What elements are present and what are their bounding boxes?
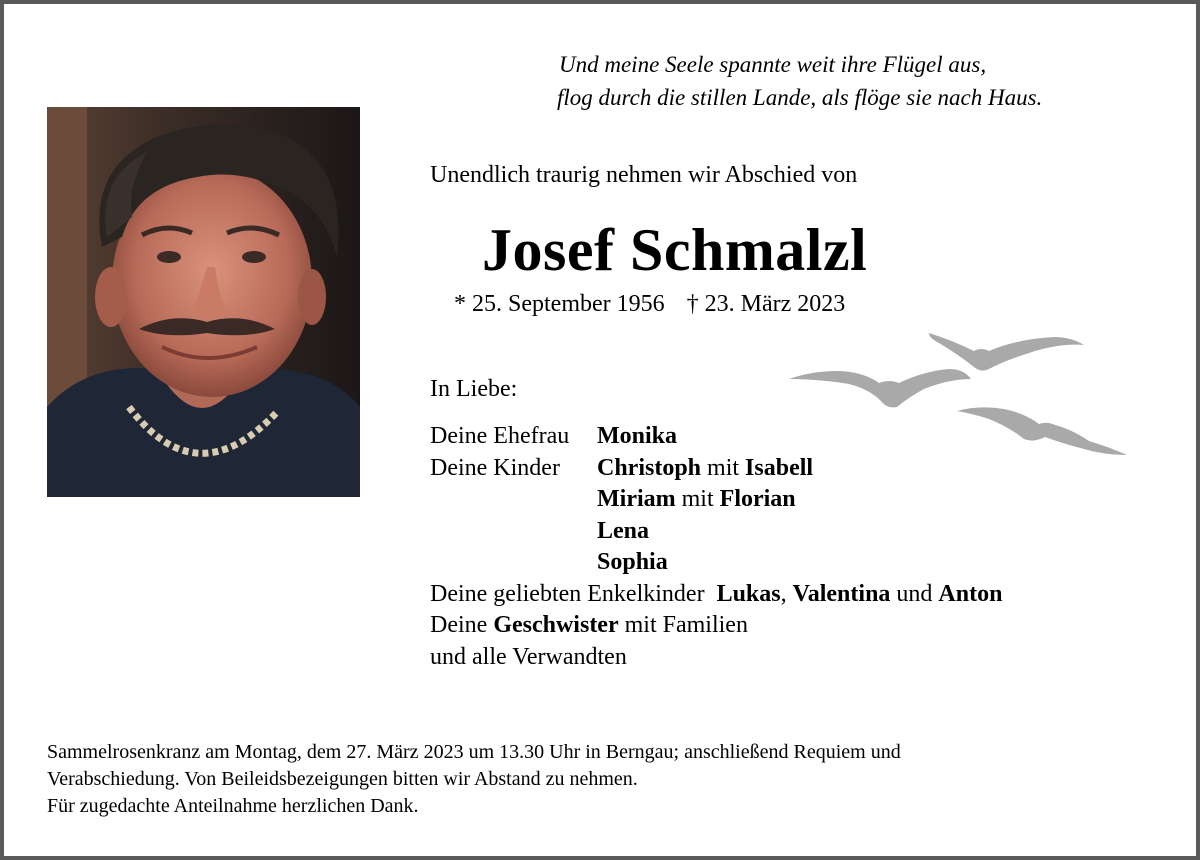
poem-verse xyxy=(559,48,1042,114)
list-item xyxy=(430,484,1130,516)
list-item xyxy=(430,642,1130,674)
poem-line-1: Und meine Seele spannte weit ihre Flügel aus, xyxy=(559,52,987,77)
deceased-name: Josef Schmalzl xyxy=(482,217,868,283)
spouse-name: Monika xyxy=(597,423,678,449)
spouse-label: Deine Ehefrau xyxy=(430,423,570,449)
notice-line-2: Verabschiedung. Von Beileidsbezeigungen bitten wir Abstand zu nehmen. xyxy=(47,768,638,790)
list-item xyxy=(430,421,1130,453)
list-item xyxy=(430,547,1130,579)
child-entry: Sophia xyxy=(597,549,668,575)
relatives-line: und alle Verwandten xyxy=(430,643,627,670)
list-item xyxy=(430,579,1130,611)
child-entry: Christoph mit Isabell xyxy=(597,454,814,481)
poem-line-2: flog durch die stillen Lande, als flöge sie nach Haus. xyxy=(557,85,1043,110)
notice-line-1: Sammelrosenkranz am Montag, dem 27. März 2023 um 13.30 Uhr in Berngau; anschließend Requiem und xyxy=(47,741,901,763)
mourners-list xyxy=(430,421,1130,673)
intro-text: Unendlich traurig nehmen wir Abschied von xyxy=(430,162,858,188)
child-entry: Lena xyxy=(597,517,650,544)
portrait-photo xyxy=(47,107,360,497)
birth-date: * 25. September 1956 xyxy=(454,291,665,317)
grandchildren-line: Deine geliebten Enkelkinder Lukas, Valentina und Anton xyxy=(430,580,1003,607)
funeral-notice xyxy=(47,739,1167,820)
life-dates xyxy=(454,291,845,318)
children-label: Deine Kinder xyxy=(430,454,560,481)
death-date: † 23. März 2023 xyxy=(686,291,846,317)
mourners-heading: In Liebe: xyxy=(430,376,518,402)
siblings-line: Deine Geschwister mit Familien xyxy=(430,612,748,638)
list-item xyxy=(430,453,1130,485)
list-item xyxy=(430,610,1130,642)
notice-line-3: Für zugedachte Anteilnahme herzlichen Dank. xyxy=(47,795,419,817)
list-item xyxy=(430,516,1130,548)
child-entry: Miriam mit Florian xyxy=(597,486,796,512)
